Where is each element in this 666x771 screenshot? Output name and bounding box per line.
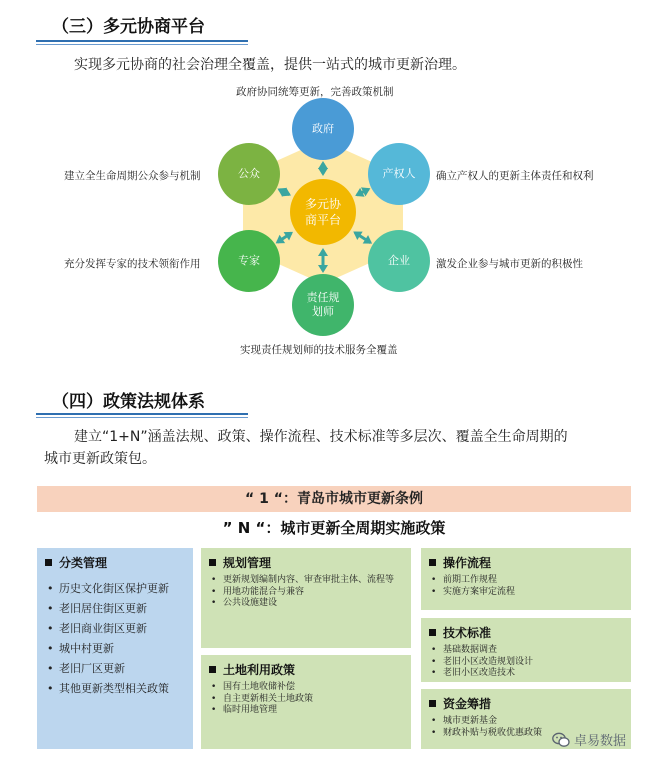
section4-title: （四）政策法规体系 xyxy=(52,392,205,412)
box-operation-title: 操作流程 xyxy=(429,554,623,571)
section3-rule-thin xyxy=(36,44,248,45)
label-government: 政府协同统筹更新，完善政策机制 xyxy=(236,86,394,98)
list-item: • 老旧小区改造技术 xyxy=(429,668,623,680)
box-classification-title: 分类管理 xyxy=(45,554,185,571)
list-item: • 实施方案审定流程 xyxy=(429,587,623,599)
section4-rule xyxy=(36,413,248,415)
label-property-owner: 确立产权人的更新主体责任和权利 xyxy=(436,170,594,182)
list-item: • 更新规划编制内容、审查审批主体、流程等 xyxy=(209,575,403,587)
box-classification xyxy=(37,548,193,749)
list-item: • 用地功能混合与兼容 xyxy=(209,587,403,599)
list-item: • 自主更新相关土地政策 xyxy=(209,694,403,706)
watermark xyxy=(552,730,626,749)
box-technical-title: 技术标准 xyxy=(429,624,623,641)
node-enterprise: 企业 xyxy=(368,230,430,292)
list-item: • 老旧商业街区更新 xyxy=(45,619,185,639)
label-expert: 充分发挥专家的技术领衔作用 xyxy=(64,258,201,270)
box-classification-list xyxy=(45,579,185,699)
node-expert: 专家 xyxy=(218,230,280,292)
box-planning-title: 规划管理 xyxy=(209,554,403,571)
label-public: 建立全生命周期公众参与机制 xyxy=(64,170,201,182)
label-planner: 实现责任规划师的技术服务全覆盖 xyxy=(240,344,398,356)
list-item: • 临时用地管理 xyxy=(209,705,403,717)
list-item: • 老旧居住街区更新 xyxy=(45,599,185,619)
node-center-platform: 多元协商平台 xyxy=(290,179,356,245)
box-technical-list xyxy=(429,645,623,680)
box-land-use-list xyxy=(209,682,403,717)
box-land-use-title: 土地利用政策 xyxy=(209,661,403,678)
list-item: • 财政补贴与税收优惠政策 xyxy=(429,728,623,740)
box-planning-list xyxy=(209,575,403,610)
list-item: • 基础数据调查 xyxy=(429,645,623,657)
list-item: • 城中村更新 xyxy=(45,639,185,659)
node-public: 公众 xyxy=(218,143,280,205)
list-item: • 城市更新基金 xyxy=(429,716,623,728)
wechat-icon xyxy=(552,732,570,748)
list-item: • 其他更新类型相关政策 xyxy=(45,679,185,699)
list-item: • 老旧小区改造规划设计 xyxy=(429,657,623,669)
section4-intro-line2: 城市更新政策包。 xyxy=(44,451,156,467)
box-operation xyxy=(421,548,631,610)
box-operation-list xyxy=(429,575,623,598)
section4-rule-thin xyxy=(36,417,248,418)
section3-intro: 实现多元协商的社会治理全覆盖，提供一站式的城市更新治理。 xyxy=(74,57,466,73)
list-item: • 历史文化街区保护更新 xyxy=(45,579,185,599)
stakeholder-diagram xyxy=(0,80,666,360)
box-technical xyxy=(421,618,631,682)
list-item: • 国有土地收储补偿 xyxy=(209,682,403,694)
label-enterprise: 激发企业参与城市更新的积极性 xyxy=(436,258,583,270)
section4-intro-line1: 建立“1+N”涵盖法规、政策、操作流程、技术标准等多层次、覆盖全生命周期的 xyxy=(74,429,568,445)
node-planner: 责任规划师 xyxy=(292,274,354,336)
policy-subtitle: ” N “：城市更新全周期实施政策 xyxy=(222,519,446,537)
list-item: • 前期工作规程 xyxy=(429,575,623,587)
node-government: 政府 xyxy=(292,98,354,160)
box-planning xyxy=(201,548,411,648)
node-property-owner: 产权人 xyxy=(368,143,430,205)
list-item: • 公共设施建设 xyxy=(209,598,403,610)
section3-title: （三）多元协商平台 xyxy=(52,17,205,37)
section3-rule xyxy=(36,40,248,42)
box-land-use xyxy=(201,655,411,749)
regulation-banner: “ 1 “：青岛市城市更新条例 xyxy=(37,486,631,512)
box-funding-title: 资金筹措 xyxy=(429,695,623,712)
watermark-text: 卓易数据 xyxy=(574,734,627,749)
list-item: • 老旧厂区更新 xyxy=(45,659,185,679)
